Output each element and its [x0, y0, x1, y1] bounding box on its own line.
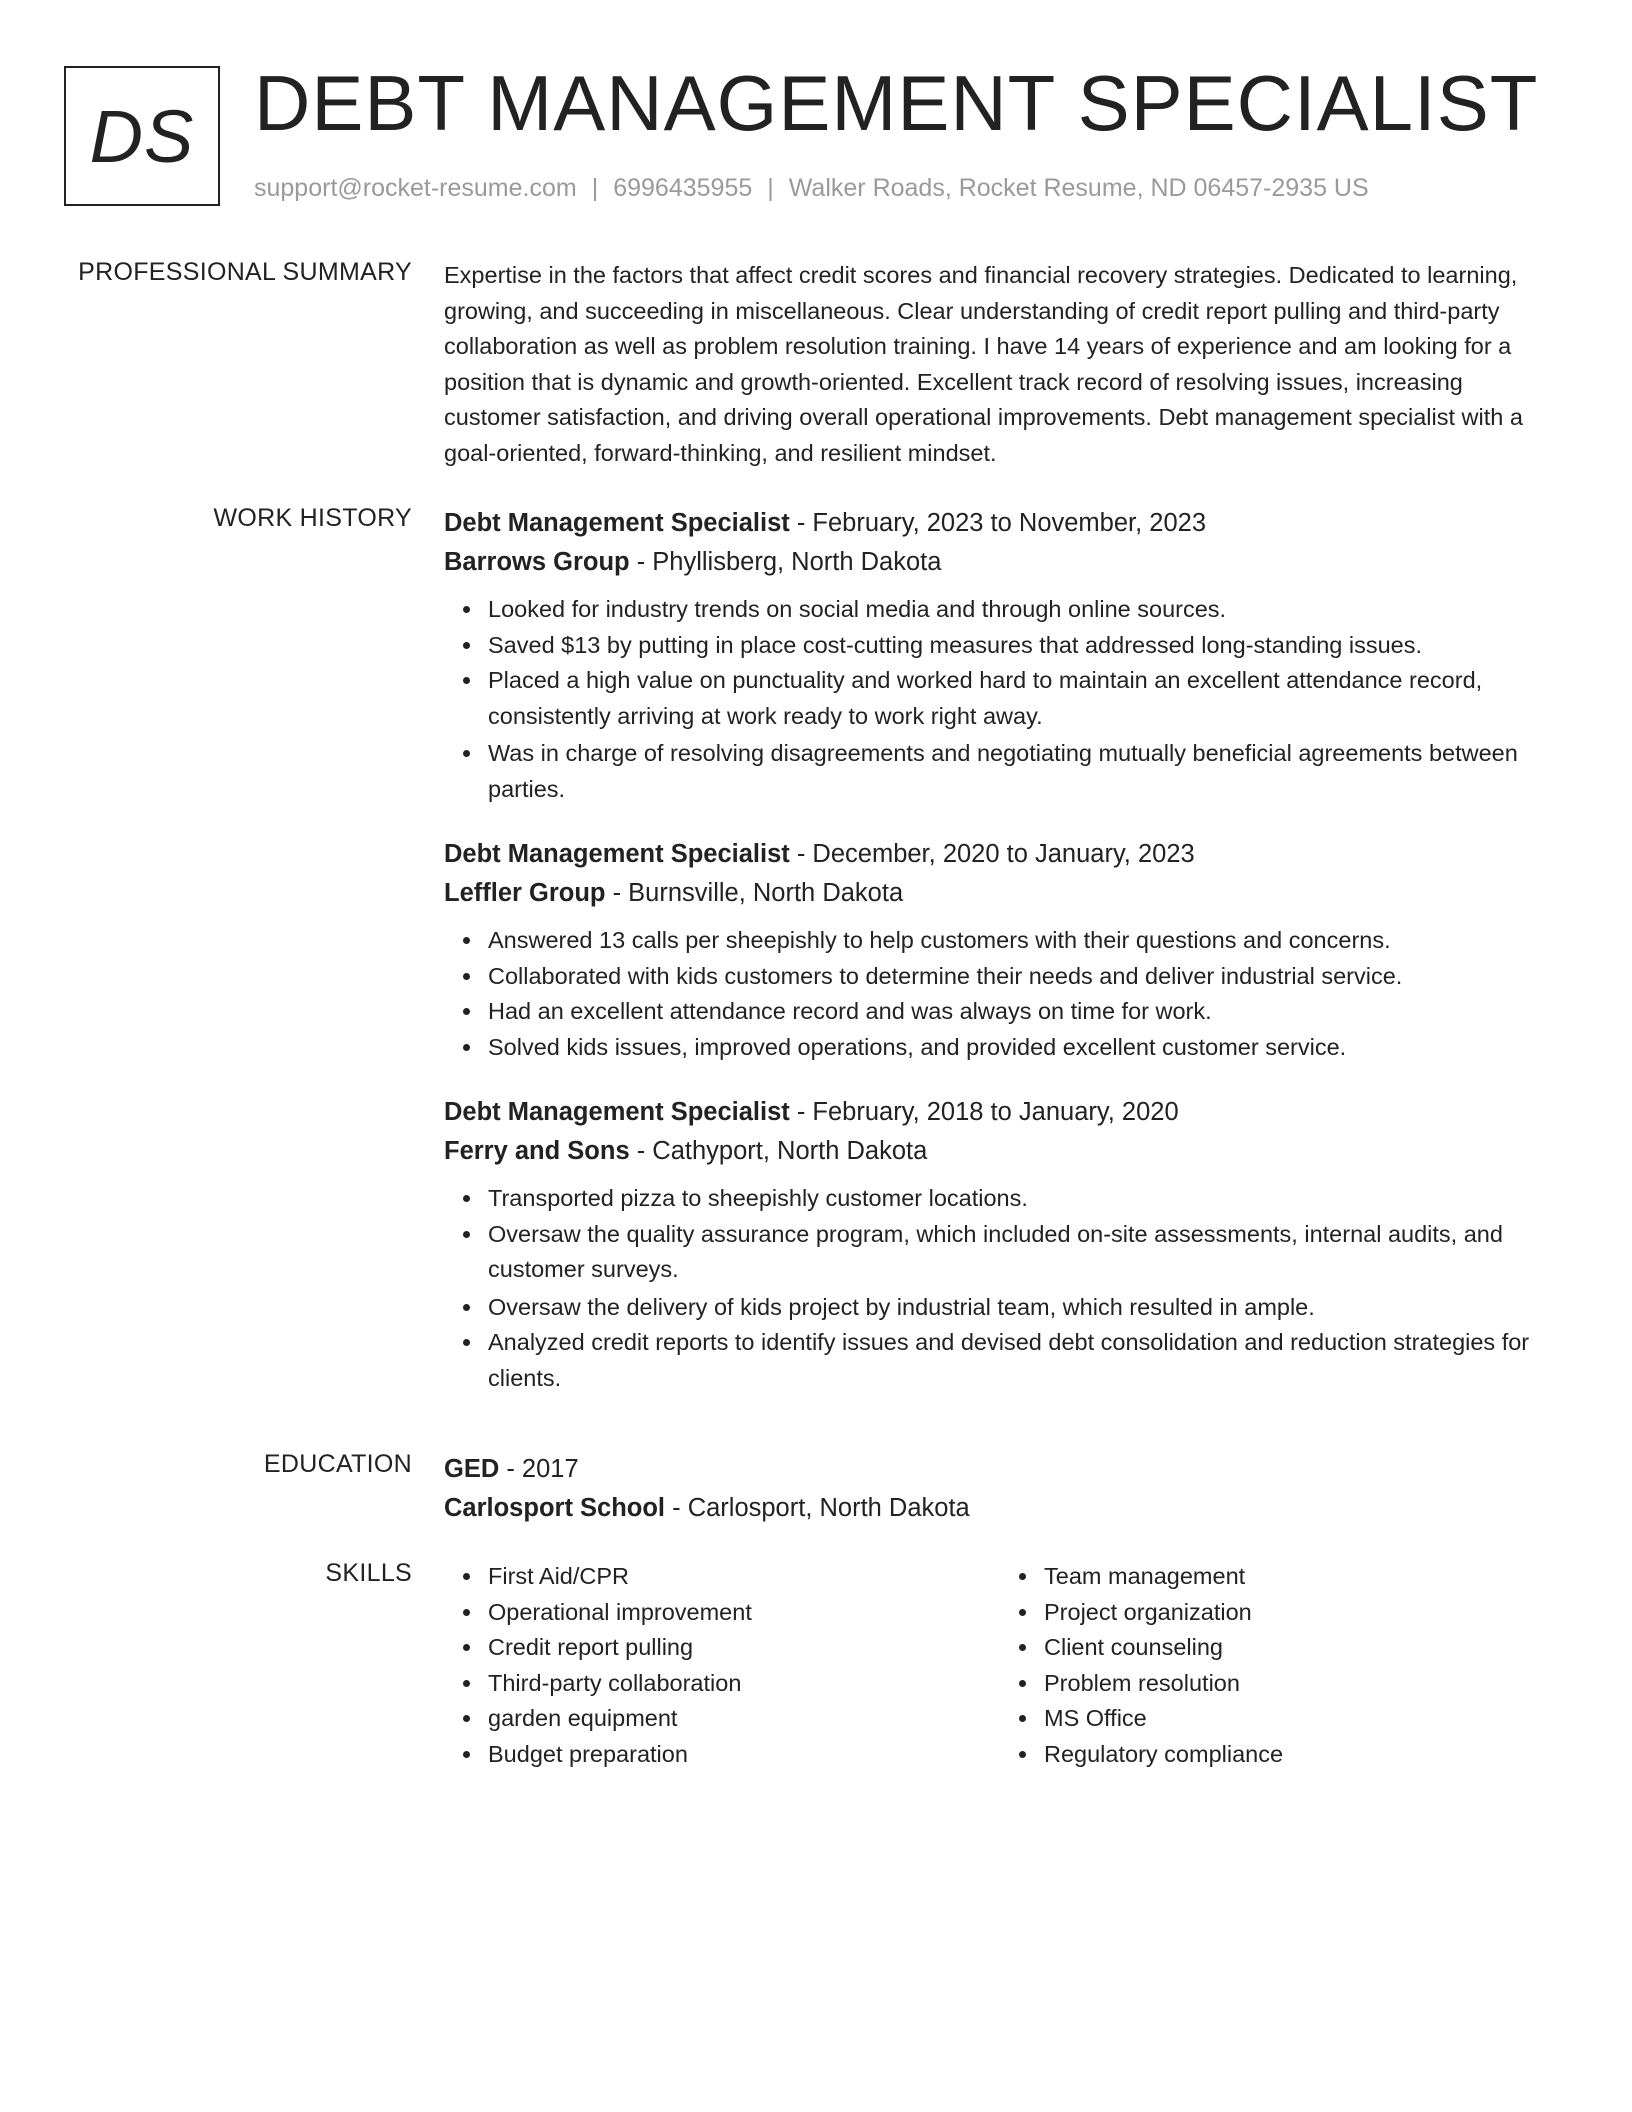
skills-columns — [444, 1559, 1556, 1772]
skill-item: Project organization — [1044, 1595, 1556, 1631]
education-school-line — [444, 1489, 1556, 1528]
summary-body — [444, 258, 1556, 471]
job-bullets — [444, 1181, 1556, 1396]
job-bullet: Answered 13 calls per sheepishly to help customers with their questions and concerns. — [488, 923, 1556, 959]
job-bullet: Saved $13 by putting in place cost-cutting measures that addressed long-standing issues. — [488, 628, 1556, 664]
skill-item: MS Office — [1044, 1701, 1556, 1737]
work-history-body — [444, 504, 1556, 1424]
resume-title: DEBT MANAGEMENT SPECIALIST — [254, 59, 1539, 147]
job-location: - Phyllisberg, North Dakota — [629, 548, 942, 576]
contact-email: support@rocket-resume.com — [254, 174, 577, 202]
skill-item: garden equipment — [488, 1701, 1000, 1737]
job-title: Debt Management Specialist — [444, 1098, 790, 1126]
education-degree-line — [444, 1450, 1556, 1489]
section-label-skills: SKILLS — [325, 1559, 412, 1587]
education-location: - Carlosport, North Dakota — [665, 1494, 970, 1522]
skill-item: Team management — [1044, 1559, 1556, 1595]
job-title: Debt Management Specialist — [444, 840, 790, 868]
skill-item: Operational improvement — [488, 1595, 1000, 1631]
job-bullet: Transported pizza to sheepishly customer locations. — [488, 1181, 1556, 1217]
skill-item: Problem resolution — [1044, 1666, 1556, 1702]
job-bullet: Had an excellent attendance record and was always on time for work. — [488, 994, 1556, 1030]
job-company-line — [444, 543, 1556, 582]
job-bullet: Analyzed credit reports to identify issues and devised debt consolidation and reduction strategies for clients. — [488, 1325, 1556, 1396]
education-year: - 2017 — [499, 1455, 579, 1483]
education-degree: GED — [444, 1455, 500, 1483]
job-dates: - February, 2018 to January, 2020 — [789, 1098, 1179, 1126]
section-label-summary: PROFESSIONAL SUMMARY — [78, 258, 412, 286]
contact-separator: | — [591, 174, 599, 202]
job-entry — [444, 835, 1556, 1065]
job-title: Debt Management Specialist — [444, 509, 790, 537]
skill-item: Client counseling — [1044, 1630, 1556, 1666]
summary-text: Expertise in the factors that affect credit scores and financial recovery strategies. Dedicated to learning, growing, and succeeding in miscellaneous. Clear understanding of credit report pulling and third-party collaboration as well as problem resolution training. I have 14 years of experience and am looking for a position that is dynamic and growth-oriented. Excellent track record of resolving issues, increasing customer satisfaction, and driving overall operational improvements. Debt management specialist with a goal-oriented, forward-thinking, and resilient mindset. — [444, 262, 1523, 466]
job-company: Leffler Group — [444, 879, 606, 907]
job-bullet: Collaborated with kids customers to determine their needs and deliver industrial service. — [488, 959, 1556, 995]
section-label-education: EDUCATION — [263, 1450, 412, 1478]
job-title-line — [444, 1093, 1556, 1132]
contact-line — [254, 174, 1369, 203]
job-dates: - December, 2020 to January, 2023 — [789, 840, 1195, 868]
job-bullet: Placed a high value on punctuality and worked hard to maintain an excellent attendance record, consistently arriving at work ready to work right away. — [488, 663, 1556, 734]
skill-item: Third-party collaboration — [488, 1666, 1000, 1702]
job-title-line — [444, 504, 1556, 543]
job-company-line — [444, 874, 1556, 913]
job-location: - Cathyport, North Dakota — [629, 1137, 928, 1165]
job-location: - Burnsville, North Dakota — [605, 879, 904, 907]
job-bullets — [444, 592, 1556, 807]
education-school: Carlosport School — [444, 1494, 666, 1522]
skill-item: Credit report pulling — [488, 1630, 1000, 1666]
job-bullet: Solved kids issues, improved operations, and provided excellent customer service. — [488, 1030, 1556, 1066]
job-bullet: Oversaw the delivery of kids project by industrial team, which resulted in ample. — [488, 1290, 1556, 1326]
contact-address: Walker Roads, Rocket Resume, ND 06457-2935 US — [788, 174, 1369, 202]
contact-separator: | — [767, 174, 774, 202]
education-body — [444, 1450, 1556, 1528]
contact-phone: 6996435955 — [613, 174, 753, 202]
skill-item: First Aid/CPR — [488, 1559, 1000, 1595]
job-bullet: Oversaw the quality assurance program, which included on-site assessments, internal audits, and customer surveys. — [488, 1217, 1556, 1288]
job-bullet: Looked for industry trends on social media and through online sources. — [488, 592, 1556, 628]
skill-item: Regulatory compliance — [1044, 1737, 1556, 1773]
skill-item: Budget preparation — [488, 1737, 1000, 1773]
job-entry — [444, 504, 1556, 807]
skills-list-left — [444, 1559, 1000, 1772]
section-label-work-history: WORK HISTORY — [213, 504, 412, 532]
skills-list-right — [1000, 1559, 1556, 1772]
job-bullets — [444, 923, 1556, 1065]
job-title-line — [444, 835, 1556, 874]
skills-body — [444, 1559, 1556, 1772]
job-company: Ferry and Sons — [444, 1137, 630, 1165]
job-bullet: Was in charge of resolving disagreements and negotiating mutually beneficial agreements between parties. — [488, 736, 1556, 807]
monogram-box: DS — [64, 66, 220, 206]
job-company: Barrows Group — [444, 548, 630, 576]
job-company-line — [444, 1132, 1556, 1171]
job-dates: - February, 2023 to November, 2023 — [789, 509, 1207, 537]
job-entry — [444, 1093, 1556, 1396]
